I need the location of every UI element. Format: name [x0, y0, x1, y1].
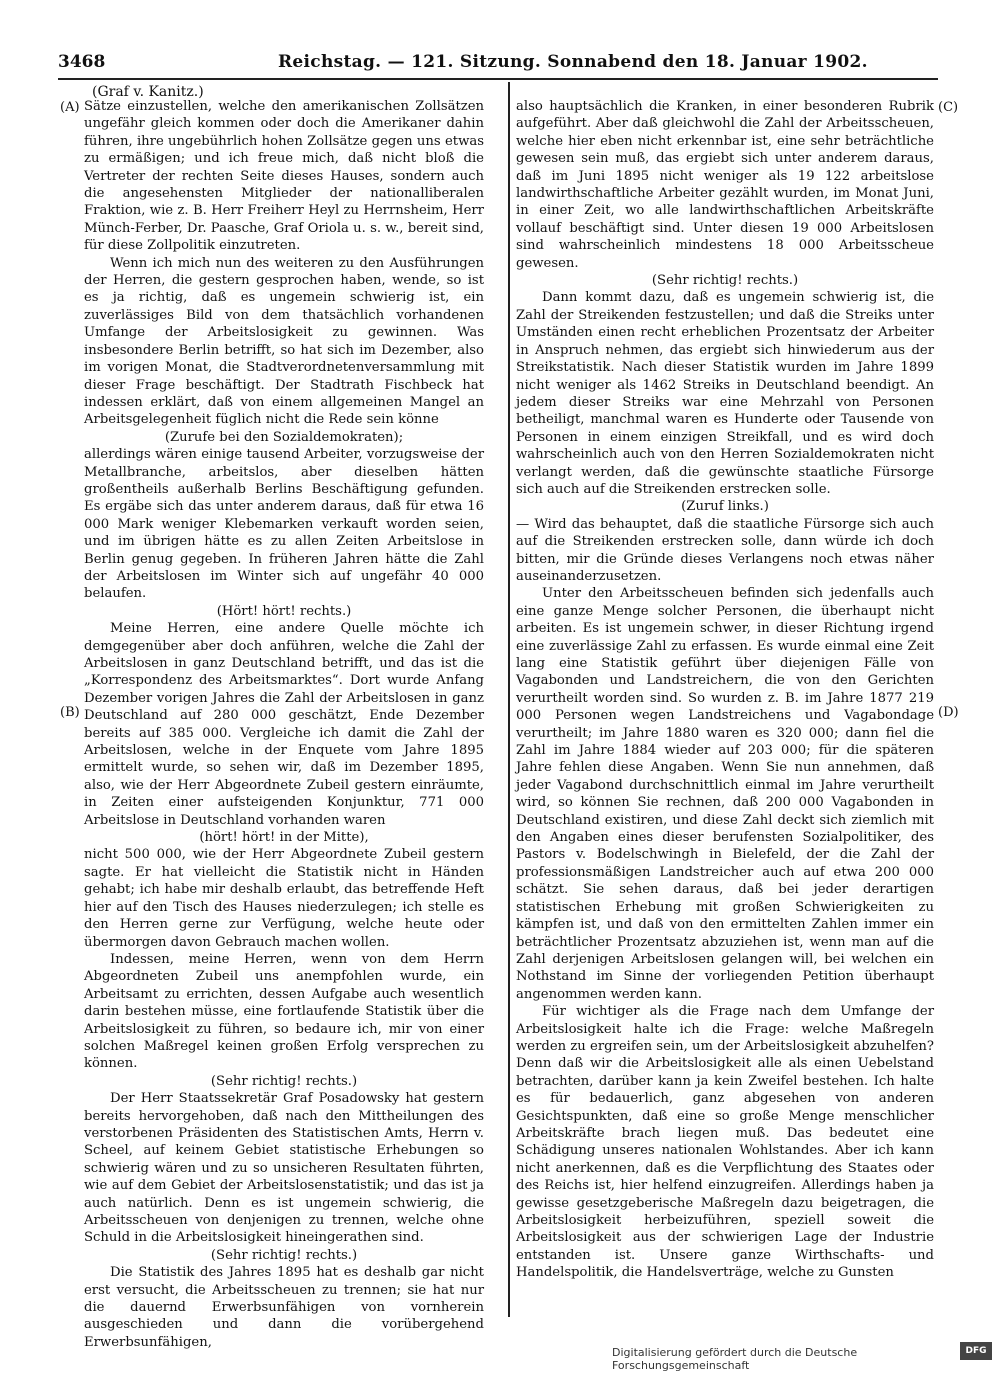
interjection: (Sehr richtig! rechts.): [210, 1247, 358, 1263]
margin-letter-a: (A): [60, 100, 80, 115]
margin-letter-c: (C): [938, 100, 959, 115]
interjection: (Hört! hört! rechts.): [216, 603, 352, 619]
footer-credit: Digitalisierung gefördert durch die Deutsche Forschungsgemeinschaft: [612, 1346, 858, 1372]
right-column: [516, 98, 934, 1282]
paragraph: — Wird das behauptet, daß die staatliche Fürsorge sich auch auf die Streikenden erstrecken solle, dann würde ich doch bitten, mir die Gründe dieses Verlangens noch etwas näher auseinanderzusetzen.: [516, 516, 934, 584]
speaker-label: (Graf v. Kanitz.): [92, 84, 204, 100]
paragraph: allerdings wären einige tausend Arbeiter, vorzugsweise der Metallbranche, arbeitslos, aber dieselben hätten großentheils außerhalb Berlins Beschäftigung gefunden. Es ergäbe sich das unter anderem daraus, daß für etwa 16 000 Mark weniger Klebemarken verkauft worden seien, und im übrigen hätte es zu allen Zeiten Arbeitslose in Berlin genug gegeben. In früheren Jahren hätte die Zahl der Arbeitslosen im Winter sich auf ungefähr 40 000 belaufen.: [84, 447, 484, 602]
paragraph: Wenn ich mich nun des weiteren zu den Ausführungen der Herren, die gestern gesprochen haben, wende, so ist es ja richtig, daß es ungemein schwierig ist, ein zuverlässiges Bild von dem thatsächlich vorhandenen Umfange der Arbeitslosigkeit zu gewinnen. Was insbesondere Berlin betrifft, so hat sich im Dezember, also im vorigen Monat, die Stadtverordnetenversammlung mit dieser Frage beschäftigt. Der Stadtrath Fischbeck hat indessen erklärt, daß von einem allgemeinen Mangel an Arbeitsgelegenheit füglich nicht die Rede sein könne: [84, 255, 484, 428]
column-divider: [508, 82, 510, 1317]
page-title: Reichstag. — 121. Sitzung. Sonnabend den 18. Januar 1902.: [278, 52, 868, 72]
paragraph: Dann kommt dazu, daß es ungemein schwierig ist, die Zahl der Streikenden festzustellen; und daß die Streiks unter Umständen einen recht erheblichen Prozentsatz der Arbeiter in Anspruch nehmen, das ergiebt sich hinwiederum aus der Streikstatistik. Nach dieser Statistik wurden im Jahre 1899 nicht weniger als 1462 Streiks in Deutschland beendigt. An jedem dieser Streiks war eine Mehrzahl von Personen betheiligt, manchmal waren es Hunderte oder Tausende von Personen in einem einzigen Streikfall, und es wird doch wahrscheinlich auch von den Herren Sozialdemokraten nicht verlangt werden, daß die gewünschte staatliche Fürsorge sich auch auf die Streikenden erstrecken solle.: [516, 290, 934, 497]
paragraph: nicht 500 000, wie der Herr Abgeordnete Zubeil gestern sagte. Er hat vielleicht die Statistik nicht in Händen gehabt; ich habe mir deshalb erlaubt, das betreffende Heft hier auf den Tisch des Hauses niederzulegen; ich stelle es den Herren gerne zur Verfügung, welche heute oder übermorgen davon Gebrauch machen wollen.: [84, 847, 484, 950]
paragraph: Für wichtiger als die Frage nach dem Umfange der Arbeitslosigkeit halte ich die Frage: welche Maßregeln werden zu ergreifen sein, um der Arbeitslosigkeit abzuhelfen? Denn daß wir die Arbeitslosigkeit alle als einen Uebelstand betrachten, darüber kann ja kein Zweifel bestehen. Ich halte es für bedauerlich, ganz abgesehen von anderen Gesichtspunkten, daß eine so große Menge menschlicher Arbeitskräfte brach liegen muß. Das bedeutet eine Schädigung unseres nationalen Wohlstandes. Aber ich kann nicht anerkennen, daß es die Verpflichtung des Staates oder des Reichs ist, hier helfend einzugreifen. Allerdings haben ja gewisse gesetzgeberische Maßregeln dazu beigetragen, die Arbeitslosigkeit herbeizuführen, speziell soweit die Arbeitslosigkeit aus der schwierigen Lage der Industrie entstanden ist. Unsere ganze Wirthschafts- und Handelspolitik, die Handelsverträge, welche zu Gunsten: [516, 1004, 934, 1281]
interjection: (Zurufe bei den Sozialdemokraten);: [164, 429, 404, 445]
dfg-logo-icon: DFG: [960, 1342, 992, 1360]
footer: [612, 1342, 992, 1372]
paragraph: also hauptsächlich die Kranken, in einer besonderen Rubrik aufgeführt. Aber daß gleichwohl die Zahl der Arbeitsscheuen, welche hier eben nicht erkennbar ist, eine sehr beträchtliche gewesen sein muß, das ergiebt sich unter anderem daraus, daß im Juni 1895 nicht weniger als 19 122 arbeitslose landwirthschaftliche Arbeiter gezählt wurden, im Monat Juni, in einer Zeit, wo alle landwirthschaftlichen Arbeitskräfte vollauf beschäftigt sind. Unter diesen 19 000 Arbeitslosen sind wahrscheinlich mindestens 18 000 Arbeitsscheue gewesen.: [516, 99, 934, 271]
paragraph: Sätze einzustellen, welche den amerikanischen Zollsätzen ungefähr gleich kommen oder doch die Amerikaner dahin führen, ihre ungebührlich hohen Zollsätze gegen uns etwas zu ermäßigen; und ich freue mich, daß nicht bloß die Vertreter der rechten Seite dieses Hauses, sondern auch die angesehensten Mitglieder der nationalliberalen Fraktion, wie z. B. Herr Freiherr Heyl zu Herrnsheim, Herr Münch-Ferber, Dr. Paasche, Graf Oriola u. s. w., bereit sind, für diese Zollpolitik einzutreten.: [84, 99, 484, 254]
paragraph: Unter den Arbeitsscheuen befinden sich jedenfalls auch eine ganze Menge solcher Personen, die überhaupt nicht arbeiten. Es ist ungemein schwer, in dieser Richtung irgend eine zuverlässige Zahl zu erfassen. Es wurde einmal eine Zeit lang eine Statistik geführt über diejenigen Fälle von Vagabonden und Landstreichern, die von den Gerichten verurtheilt worden sind. So wurden z. B. im Jahre 1877 219 000 Personen wegen Landstreichens und Vagabondage verurtheilt; im Jahre 1880 waren es 320 000; dann fiel die Zahl im Jahre 1884 wieder auf 203 000; für die späteren Jahre fehlen diese Angaben. Wenn Sie nun annehmen, daß jeder Vagabond durchschnittlich einmal im Jahre verurtheilt wird, so können Sie rechnen, daß 200 000 Vagabonden in Deutschland existiren, und diese Zahl deckt sich ziemlich mit den Angaben eines dieser berufensten Sozialpolitiker, des Pastors v. Bodelschwingh in Bielefeld, der die Zahl der professionsmäßigen Landstreicher auch auf etwa 200 000 schätzt. Sie sehen daraus, daß bei jeder derartigen statistischen Erhebung mit großen Schwierigkeiten zu kämpfen ist, und daß von den ermittelten Zahlen immer ein beträchtlicher Prozentsatz abzuziehen ist, wenn man auf die Zahl derjenigen Arbeitslosen gelangen will, bei welchen ein Nothstand im Sinne der vorliegenden Petition überhaupt angenommen werden kann.: [516, 586, 934, 1002]
interjection: (Sehr richtig! rechts.): [210, 1073, 358, 1089]
paragraph: Indessen, meine Herren, wenn von dem Herrn Abgeordneten Zubeil uns anempfohlen wurde, ein Arbeitsamt zu errichten, dessen Aufgabe auch wesentlich darin bestehen müsse, eine fortlaufende Statistik über die Arbeitslosigkeit zu führen, so bedaure ich, mir von einer solchen Maßregel keinen großen Erfolg versprechen zu können.: [84, 951, 484, 1072]
left-column: [84, 98, 484, 1351]
paragraph: Der Herr Staatssekretär Graf Posadowsky hat gestern bereits hervorgehoben, daß nach den Mittheilungen des verstorbenen Präsidenten des Statistischen Amts, Herrn v. Scheel, auf keinem Gebiet statistische Erhebungen so schwierig wären und zu so unsicheren Resultaten führten, wie auf dem Gebiet der Arbeitslosenstatistik; und das ist ja auch natürlich. Denn es ist ungemein schwierig, die Arbeitsscheuen von denjenigen zu trennen, welche ohne Schuld in die Arbeitslosigkeit hineingerathen sind.: [84, 1091, 484, 1246]
margin-letter-d: (D): [938, 705, 959, 720]
interjection: (Sehr richtig! rechts.): [651, 273, 799, 289]
page-number: 3468: [58, 52, 106, 72]
interjection: (Zuruf links.): [681, 499, 769, 515]
page-header: [58, 52, 938, 80]
interjection: (hört! hört! in der Mitte),: [199, 830, 369, 846]
margin-letter-b: (B): [60, 705, 80, 720]
paragraph: Meine Herren, eine andere Quelle möchte ich demgegenüber aber doch anführen, welche die Zahl der Arbeitslosen in ganz Deutschland betrifft, und das ist die „Korrespondenz des Arbeitsmarktes“. Dort wurde Anfang Dezember vorigen Jahres die Zahl der Arbeitslosen in ganz Deutschland auf 280 000 geschätzt, Ende Dezember bereits auf 385 000. Vergleiche ich damit die Zahl der Arbeitslosen, welche in der Enquete vom Jahre 1895 ermittelt wurde, so sehen wir, daß im Dezember 1895, also, wie der Herr Abgeordnete Zubeil gestern einräumte, in Zeiten einer aufsteigenden Konjunktur, 771 000 Arbeitslose in Deutschland vorhanden waren: [84, 621, 484, 828]
paragraph: Die Statistik des Jahres 1895 hat es deshalb gar nicht erst versucht, die Arbeitsscheuen zu trennen; sie hat nur die dauernd Erwerbsunfähigen von vornherein ausgeschieden und dann die vorübergehend Erwerbsunfähigen,: [84, 1265, 484, 1350]
